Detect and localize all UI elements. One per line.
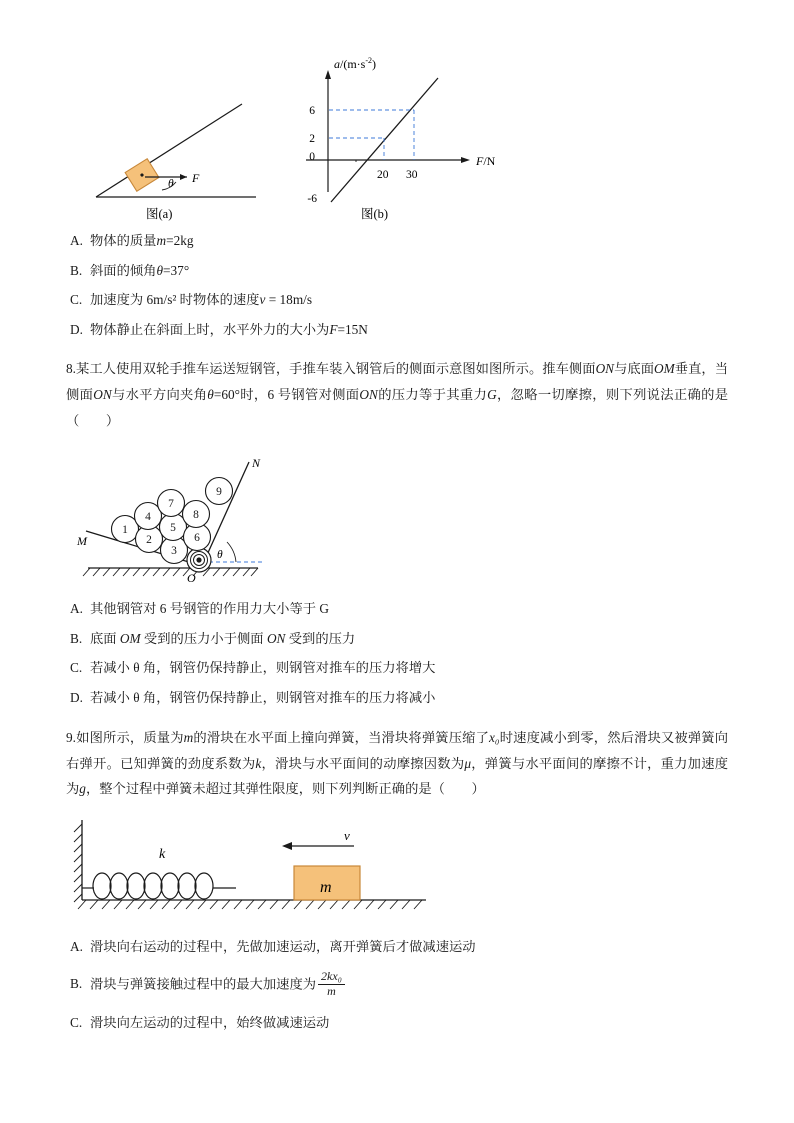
question8-on-2: ON — [93, 387, 112, 403]
figure-b-graph — [306, 70, 470, 202]
question9-stem-3: 时速度减小到零，然后滑块又被弹簧向右弹开。已知弹簧的劲度系数为 — [66, 729, 729, 771]
label-M: M — [77, 534, 87, 549]
q8-option-b-om: OM — [119, 630, 141, 646]
figure-b-xtick-20: 20 — [377, 169, 389, 181]
option-c-text: 加速度为 6m/s² 时物体的速度 — [90, 292, 260, 308]
q8-option-b-label: B. — [70, 630, 83, 646]
pipe-label-2: 2 — [146, 534, 152, 547]
q8-option-a-text: 其他钢管对 6 号钢管的作用力大小等于 G — [90, 601, 329, 617]
q9-option-b-label: B. — [70, 976, 83, 992]
figure-a-caption: 图(a) — [146, 207, 173, 221]
option-b-text-post: =37° — [163, 262, 190, 278]
figure-b-xtick-30: 30 — [406, 169, 418, 181]
question8-stem-5: =60°时，6 号钢管对侧面 — [213, 387, 360, 403]
question8-stem — [66, 356, 728, 434]
fraction-numerator: 2kx₀ — [318, 970, 345, 985]
question8-stem-2: 与底面 — [614, 361, 655, 377]
figure-1-svg — [66, 32, 728, 222]
figure-b-caption: 图(b) — [361, 207, 389, 221]
figure-3-container — [66, 808, 728, 928]
pipe-label-1: 1 — [122, 524, 128, 537]
question9-mu: μ — [464, 755, 472, 771]
q8-option-b-on: ON — [266, 630, 286, 646]
question9-stem-1: 如图所示，质量为 — [75, 729, 184, 745]
figure-2-svg — [66, 440, 728, 590]
figure-b-xaxis-label: F/N — [476, 154, 496, 168]
figure-a-theta-label: θ — [168, 178, 174, 190]
question7-options — [66, 231, 728, 340]
question8-stem-1: 某工人使用双轮手推车运送短钢管，手推车装入钢管后的侧面示意图如图所示。推车侧面 — [75, 361, 596, 377]
q8-option-b[interactable] — [66, 629, 728, 650]
q9-option-c-text: 滑块向左运动的过程中，始终做减速运动 — [90, 1014, 330, 1030]
q8-option-d[interactable] — [66, 688, 728, 709]
figure-b-ytick-neg6: -6 — [307, 193, 317, 205]
option-d-italic: F — [329, 321, 338, 337]
q9-option-a-text: 滑块向右运动的过程中，先做加速运动，离开弹簧后才做减速运动 — [90, 939, 476, 955]
option-d-text: 物体静止在斜面上时，水平外力的大小为 — [90, 321, 330, 337]
option-d-text-post: =15N — [337, 321, 368, 337]
q9-option-c[interactable] — [66, 1013, 728, 1034]
figure-a-incline — [96, 104, 256, 197]
question8-stem-3: 垂直，当侧面 — [66, 361, 729, 403]
label-k: k — [159, 847, 166, 863]
option-a-text: 物体的质量 — [90, 233, 157, 248]
spring — [82, 873, 236, 899]
figure-b-ytick-0: 0 — [309, 151, 315, 163]
option-a-text-post: =2kg — [166, 233, 194, 248]
option-b[interactable] — [66, 261, 728, 282]
q8-option-a[interactable] — [66, 599, 728, 620]
label-m: m — [320, 879, 332, 897]
figure-a-force-label: F — [192, 171, 200, 185]
option-b-text: 斜面的倾角 — [90, 262, 157, 278]
pipe-label-5: 5 — [170, 522, 176, 535]
option-a[interactable] — [66, 231, 728, 252]
option-c[interactable] — [66, 290, 728, 311]
figure-2-container — [66, 440, 728, 590]
label-theta: θ — [217, 549, 223, 562]
q9-option-b-fraction — [318, 970, 345, 999]
q8-option-d-label: D. — [70, 690, 83, 706]
option-d[interactable] — [66, 320, 728, 341]
question9-stem-6: ，整个过程中弹簧未超过其弹性限度，则下列判断正确的是（ ） — [85, 781, 485, 797]
question8-number: 8. — [66, 361, 76, 377]
pipe-label-7: 7 — [168, 498, 174, 511]
question9-x0: x₀ — [489, 729, 500, 745]
question8-stem-4: 与水平方向夹角 — [111, 387, 208, 403]
q8-option-c-label: C. — [70, 660, 83, 676]
question9-stem-4: ，滑块与水平面间的动摩擦因数为 — [261, 755, 465, 771]
pipe-label-9: 9 — [216, 486, 222, 499]
question9-stem — [66, 725, 728, 803]
question9-g: g — [79, 781, 86, 797]
fraction-denominator: m — [327, 983, 336, 998]
q8-option-b-mid: 受到的压力小于侧面 — [140, 630, 267, 646]
option-d-label: D. — [70, 321, 83, 337]
option-b-label: B. — [70, 262, 83, 278]
pipe-label-8: 8 — [193, 509, 199, 522]
figure-b-yaxis-label: $a/(m\cdot s^{-2})$ — [334, 56, 377, 71]
question8-on-3: ON — [359, 387, 378, 403]
question9-k: k — [255, 755, 262, 771]
q9-option-a-label: A. — [70, 939, 83, 955]
figure-1-container — [66, 32, 728, 222]
figure-3-svg — [66, 808, 728, 928]
q8-option-b-pre: 底面 — [90, 630, 120, 646]
pipe-label-3: 3 — [171, 545, 177, 558]
q9-option-b[interactable] — [66, 971, 728, 1000]
q8-option-b-post: 受到的压力 — [285, 630, 356, 646]
option-c-text-post: = 18m/s — [265, 292, 313, 308]
option-a-italic: m — [156, 233, 167, 248]
pipe-label-4: 4 — [145, 511, 151, 524]
q8-option-d-text: 若减小 θ 角，钢管仍保持静止，则钢管对推车的压力将减小 — [90, 690, 436, 706]
label-v: v — [344, 828, 350, 844]
option-b-italic: θ — [156, 262, 164, 278]
option-c-label: C. — [70, 292, 83, 308]
option-a-label: A. — [70, 233, 83, 248]
q9-option-a[interactable] — [66, 937, 728, 958]
question9-stem-2: 的滑块在水平面上撞向弹簧，当滑块将弹簧压缩了 — [193, 729, 490, 745]
question8-options — [66, 599, 728, 708]
question8-on-1: ON — [595, 361, 615, 377]
question9-stem-5: ，弹簧与水平面间的摩擦不计，重力加速度为 — [66, 755, 729, 797]
q9-option-c-label: C. — [70, 1014, 83, 1030]
question8-theta: θ — [207, 387, 214, 403]
question8-g: G — [487, 387, 497, 403]
q8-option-c[interactable] — [66, 658, 728, 679]
question9-m: m — [183, 729, 194, 745]
option-c-italic: v — [259, 292, 266, 308]
pipe-label-6: 6 — [194, 532, 200, 545]
question9-options — [66, 937, 728, 1033]
question9-number: 9. — [66, 729, 76, 745]
cart-wheel — [187, 548, 211, 572]
q8-option-c-text: 若减小 θ 角，钢管仍保持静止，则钢管对推车的压力将增大 — [90, 660, 436, 676]
label-N: N — [252, 456, 261, 471]
q8-option-a-label: A. — [70, 601, 83, 617]
q9-option-b-text: 滑块与弹簧接触过程中的最大加速度为 — [90, 976, 317, 992]
page-content — [66, 28, 728, 1033]
label-O: O — [187, 571, 196, 586]
question8-stem-6: 的压力等于其重力 — [377, 387, 488, 403]
question8-om: OM — [654, 361, 675, 377]
question8-stem-7: ，忽略一切摩擦，则下列说法正确的是（ ） — [66, 387, 729, 429]
figure-b-ytick-6: 6 — [309, 105, 315, 117]
figure-b-ytick-2: 2 — [309, 133, 315, 145]
